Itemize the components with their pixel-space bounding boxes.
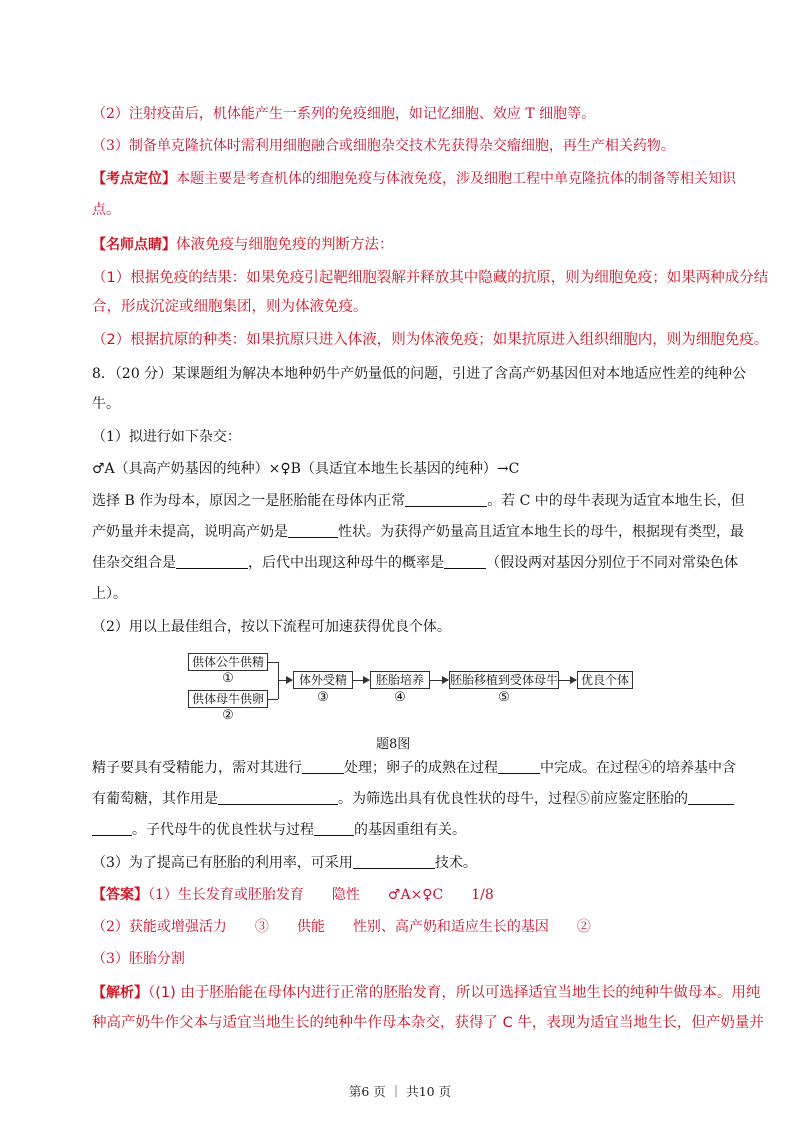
answer-blank[interactable] (176, 554, 248, 569)
mingshi-tag: 【名师点睛】 (92, 237, 176, 253)
text-line (92, 522, 744, 542)
text-part: 中完成。在过程④的培养基中含 (540, 760, 736, 776)
figure-caption: 题8图 (376, 737, 411, 752)
fertilization-box: 体外受精 (293, 671, 353, 689)
answer-blank[interactable] (498, 759, 540, 774)
answer-line: （2）获能或增强活力 ③ 供能 性别、高产奶和适应生长的基因 ② (92, 919, 591, 935)
answer-blank[interactable] (218, 790, 338, 805)
text-line: （1）拟进行如下杂交： (92, 429, 241, 445)
analysis-tag: 【解析】 (92, 985, 148, 1001)
kaodian-text: 本题主要是考查机体的细胞免疫与体液免疫，涉及细胞工程中单克隆抗体的制备等相关知识 (176, 171, 736, 187)
answer-text: （1）生长发育或胚胎发育 隐性 ♂A×♀C 1/8 (148, 887, 494, 903)
text-line (92, 235, 728, 255)
text-line: （1）根据免疫的结果：如果免疫引起靶细胞裂解并释放其中隐藏的抗原，则为细胞免疫；如果两种成分结 (92, 270, 769, 286)
text-part: 技术。 (434, 855, 477, 871)
text-line: （3）制备单克隆抗体时需利用细胞融合或细胞杂交技术先获得杂交瘤细胞，再生产相关药物。 (92, 138, 675, 154)
page-footer: 第6 页 ｜ 共10 页 (348, 1084, 452, 1099)
arrow (278, 680, 292, 681)
arrow (430, 680, 448, 681)
answer-blank[interactable] (314, 821, 354, 836)
step-5-number: ⑤ (498, 690, 510, 705)
step-4-number: ④ (394, 690, 406, 705)
answer-blank[interactable] (92, 821, 132, 836)
text-line: （2）注射疫苗后，机体能产生一系列的免疫细胞，如记忆细胞、效应 T 细胞等。 (92, 106, 596, 122)
answer-blank[interactable] (288, 523, 338, 538)
text-line: （2）用以上最佳组合，按以下流程可加速获得优良个体。 (92, 619, 451, 635)
text-line (92, 853, 728, 873)
text-line: （2）根据抗原的种类：如果抗原只进入体液，则为体液免疫；如果抗原进入组织细胞内，则为细胞免疫。 (92, 332, 769, 348)
text-part: 佳杂交组合是 (92, 555, 176, 571)
connector (268, 662, 278, 663)
text-part: （3）为了提高已有胚胎的利用率，可采用 (92, 855, 353, 871)
step-1-number: ① (222, 671, 234, 686)
text-part: 。为筛选出具有优良性状的母牛，过程⑤前应鉴定胚胎的 (338, 791, 688, 807)
text-line (92, 789, 728, 809)
answer-blank[interactable] (444, 554, 486, 569)
text-part: 精子要具有受精能力，需对其进行 (92, 760, 302, 776)
text-line: 点。 (92, 202, 120, 218)
text-line (92, 758, 736, 778)
text-part: 有葡萄糖，其作用是 (92, 791, 218, 807)
connector (268, 699, 278, 700)
step-3-number: ③ (317, 690, 329, 705)
male-donor-box: 供体公牛供精 (188, 653, 268, 671)
mingshi-text: 体液免疫与细胞免疫的判断方法： (176, 237, 394, 253)
arrow (353, 680, 369, 681)
text-part: 选择 B 作为母本，原因之一是胚胎能在母体内正常 (92, 493, 406, 509)
step-2-number: ② (222, 708, 234, 723)
text-part: 性状。为获得产奶量高且适宜本地生长的母牛，根据现有类型，最 (338, 524, 744, 540)
text-part: 。若 C 中的母牛表现为适宜本地生长，但 (487, 493, 745, 509)
text-line (92, 820, 728, 840)
embryo-culture-box: 胚胎培养 (370, 671, 430, 689)
answer-blank[interactable] (353, 854, 435, 869)
text-line: 上）。 (92, 586, 127, 602)
text-part: ，后代中出现这种母牛的概率是 (248, 555, 444, 571)
answer-blank[interactable] (302, 759, 344, 774)
analysis-line: 种高产奶牛作父本与适宜当地生长的纯种牛作母本杂交，获得了 C 牛，表现为适宜当地生长，但产奶量并 (92, 1015, 764, 1031)
text-line (92, 169, 736, 189)
analysis-text: （(1) 由于胚胎能在母体内进行正常的胚胎发育，所以可选择适宜当地生长的纯种牛做母本。用纯 (148, 985, 761, 1001)
flow-diagram (188, 651, 634, 729)
text-part: 。子代母牛的优良性状与过程 (132, 822, 314, 838)
text-line (92, 553, 738, 573)
answer-tag: 【答案】 (92, 887, 148, 903)
cross-formula: ♂A（具高产奶基因的纯种）×♀B（具适宜本地生长基因的纯种）→C (92, 461, 520, 477)
text-part: （假设两对基因分别位于不同对常染色体 (486, 555, 738, 571)
answer-line (92, 885, 728, 905)
answer-line: （3）胚胎分割 (92, 951, 185, 967)
answer-blank[interactable] (688, 790, 734, 805)
text-part: 产奶量并未提高，说明高产奶是 (92, 524, 288, 540)
question-8: 8．（20 分）某课题组为解决本地种奶牛产奶量低的问题，引进了含高产奶基因但对本地适应性差的纯种公 (92, 366, 747, 382)
text-part: 处理；卵子的成熟在过程 (344, 760, 498, 776)
result-box: 优良个体 (577, 671, 633, 689)
answer-blank[interactable] (405, 492, 487, 507)
text-line: 合，形成沉淀或细胞集团，则为体液免疫。 (92, 299, 368, 315)
text-line: 牛。 (92, 396, 120, 412)
embryo-transfer-box: 胚胎移植到受体母牛 (450, 673, 559, 687)
arrow (559, 680, 576, 681)
text-line (92, 491, 745, 511)
text-part: 的基因重组有关。 (354, 822, 466, 838)
female-donor-box: 供体母牛供卵 (188, 690, 268, 708)
analysis-line (92, 983, 761, 1003)
kaodian-tag: 【考点定位】 (92, 171, 176, 187)
